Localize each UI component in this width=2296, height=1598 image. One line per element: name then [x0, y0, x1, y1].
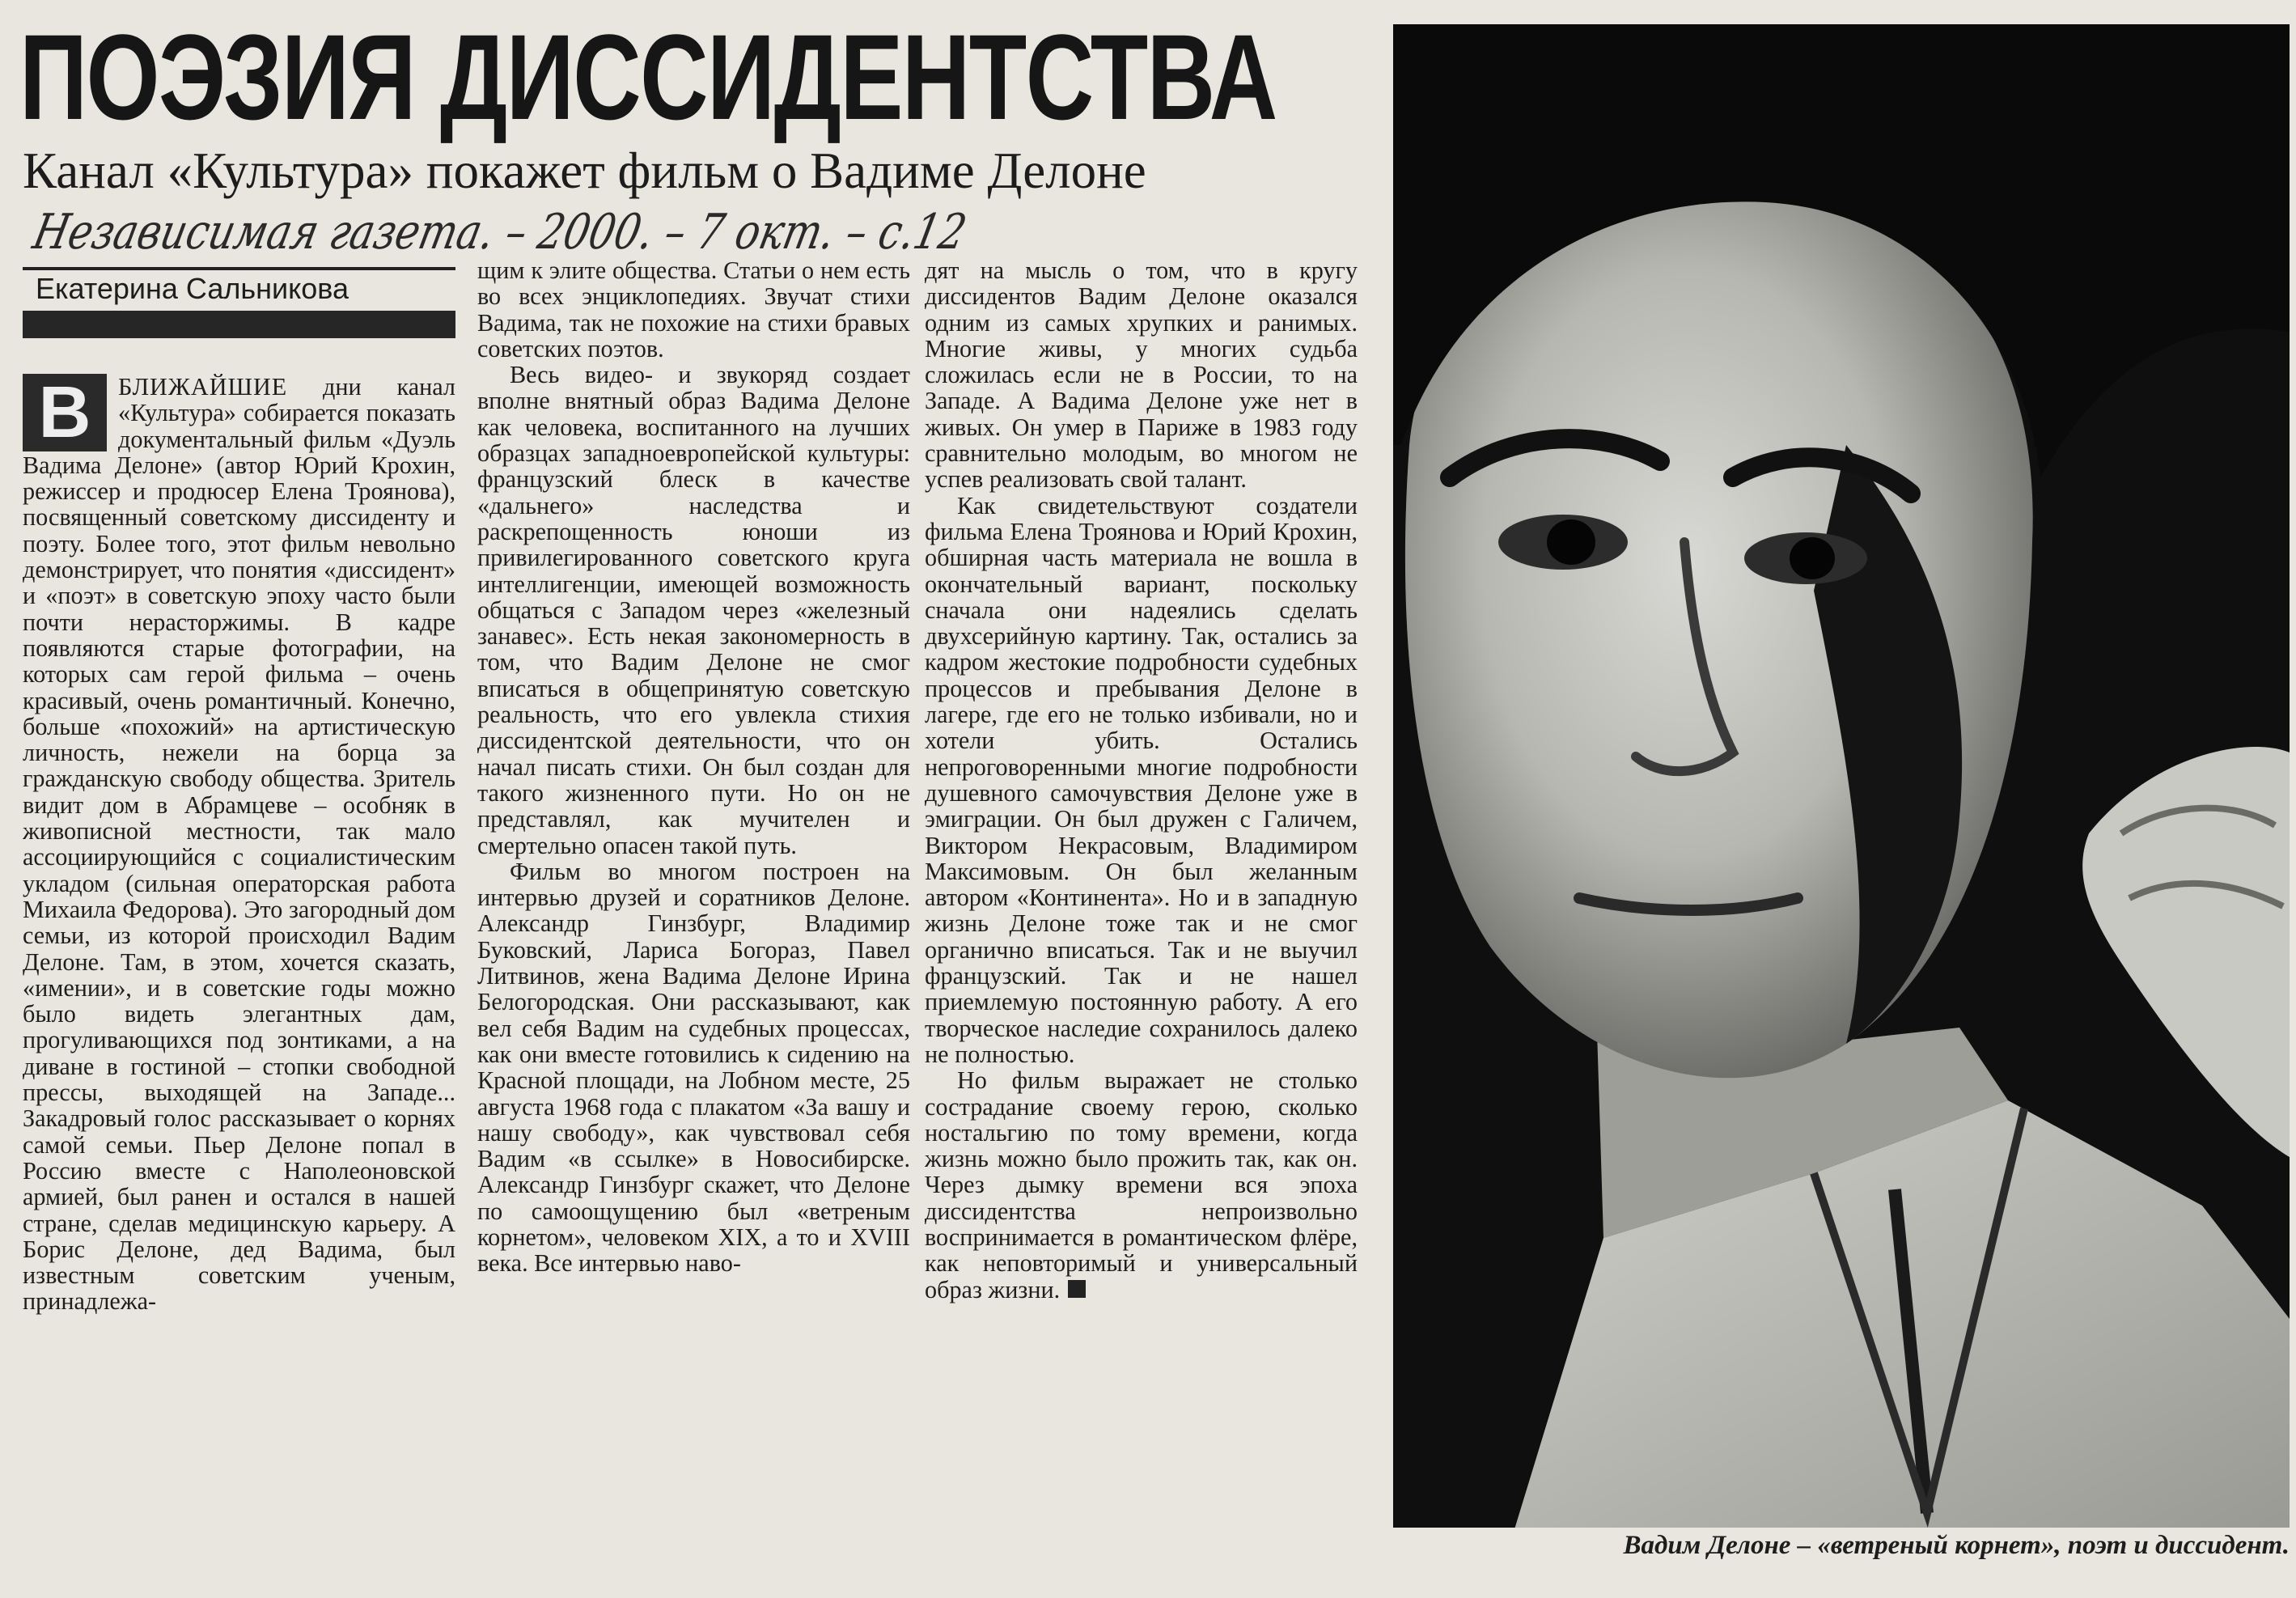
drop-cap: В [23, 374, 107, 451]
article-column-2 [477, 257, 910, 1584]
column-2-paragraph: Весь видео- и звукоряд создает вполне внятный образ Вадима Делоне как человека, воспитанного на лучших образцах западноевропейской культуры: французский блеск в качестве «дальнего» наследства и раскрепощенность юноши из привилегированного советского круга интеллигенции, имеющей возможность общаться с Западом через «железный занавес». Есть некая закономерность в том, что Вадим Делоне не смог вписаться в общепринятую советскую реальность, что его увлекла стихия диссидентской деятельности, что он начал писать стихи. Он был создан для такого жизненного пути. Но он не представлял, как мучителен и смертельно опасен такой путь. [477, 361, 910, 859]
byline-top-rule [23, 267, 455, 270]
column-2-paragraph: Фильм во многом построен на интервью друзей и соратников Делоне. Александр Гинзбург, Владимир Буковский, Лариса Богораз, Павел Литвинов, жена Вадима Делоне Ирина Белогородская. Они рассказывают, как вел себя Вадим на судебных процессах, как они вместе готовились к сидению на Красной площади, на Лобном месте, 25 августа 1968 года с плакатом «За вашу и нашу свободу», как чувствовал себя Вадим «в ссылке» в Новосибирске. Александр Гинзбург скажет, что Делоне по самоощущению был «ветреным корнетом», человеком XIX, а то и XVIII века. Все интервью наво- [477, 857, 910, 1278]
handwritten-source-note: Независимая газета. – 2000. – 7 окт. – с.12 [28, 204, 972, 261]
byline-bottom-bar [23, 311, 455, 338]
end-of-article-mark [1068, 1280, 1086, 1298]
photo-caption: Вадим Делоне – «ветреный корнет», поэт и диссидент. [1623, 1531, 2290, 1560]
column-3-paragraph: дят на мысль о том, что в кругу диссидентов Вадим Делоне оказался одним из самых хрупких и ранимых. Многие живы, у многих судьба сложилась если не в России, то на Западе. А Вадима Делоне уже нет в живых. Он умер в Париже в 1983 году сравнительно молодым, во многом не успев реализовать свой талант. [925, 257, 1358, 494]
article-headline: ПОЭЗИЯ ДИССИДЕНТСТВА [19, 9, 1277, 145]
paragraph-text: Но фильм выражает не столько сострадание своему герою, сколько ностальгию по тому времени, когда жизнь можно было прожить так, как он. Через дымку времени вся эпоха диссидентства непроизвольно воспринимается в романтическом флёре, как неповторимый и универсальный образ жизни. [925, 1066, 1358, 1303]
article-column-3 [925, 257, 1358, 1584]
portrait-illustration [1393, 24, 2290, 1528]
column-1-paragraph [23, 374, 455, 1315]
article-column-1 [23, 374, 455, 1587]
paragraph-text: дни канал «Культура» собирается показать документальный фильм «Дуэль Вадима Делоне» (автор Юрий Крохин, режиссер и продюсер Елена Троянова), посвященный советскому диссиденту и поэту. Более того, этот фильм невольно демонстрирует, что понятия «диссидент» и «поэт» в советскую эпоху часто были почти нерасторжимы. В кадре появляются старые фотографии, на которых сам герой фильма – очень красивый, очень романтичный. Конечно, больше «похожий» на артистическую личность, нежели на борца за гражданскую свободу общества. Зритель видит дом в Абрамцеве – особняк в живописной местности, так мало ассоциирующийся с социалистическим укладом (сильная операторская работа Михаила Федорова). Это загородный дом семьи, из которой происходил Вадим Делоне. Там, в этом, хочется сказать, «имении», и в советские годы можно было видеть элегантных дам, прогуливающихся под зонтиками, а на диване в гостиной – стопки свободной прессы, выходящей на Западе... Закадровый голос рассказывает о корнях самой семьи. Пьер Делоне попал в Россию вместе с Наполеоновской армией, был ранен и остался в нашей стране, сделав медицинскую карьеру. А Борис Делоне, дед Вадима, был известным советским ученым, принадлежа- [23, 374, 455, 1316]
column-3-paragraph [925, 1067, 1358, 1303]
portrait-photo [1393, 24, 2290, 1528]
column-3-paragraph: Как свидетельствуют создатели фильма Елена Троянова и Юрий Крохин, обширная часть материала не вошла в окончательный вариант, поскольку сначала они надеялись сделать двухсерийную картину. Так, остались за кадром жестокие подробности судебных процессов и пребывания Делоне в лагере, где его не только избивали, но и хотели убить. Остались непроговоренными многие подробности душевного самочувствия Делоне уже в эмиграции. Он был дружен с Галичем, Виктором Некрасовым, Владимиром Максимовым. Он был желанным автором «Континента». Но и в западную жизнь Делоне тоже так и не смог органично вписаться. Так и не выучил французский. Так и не нашел приемлемую постоянную работу. А его творческое наследие сохранилось далеко не полностью. [925, 491, 1358, 1068]
article-subheadline: Канал «Культура» покажет фильм о Вадиме Делоне [23, 142, 1146, 199]
column-2-paragraph: щим к элите общества. Статьи о нем есть во всех энциклопедиях. Звучат стихи Вадима, так не похожие на стихи бравых советских поэтов. [477, 257, 910, 362]
author-byline: Екатерина Сальникова [36, 272, 349, 305]
lead-word: БЛИЖАЙШИЕ [118, 374, 288, 401]
